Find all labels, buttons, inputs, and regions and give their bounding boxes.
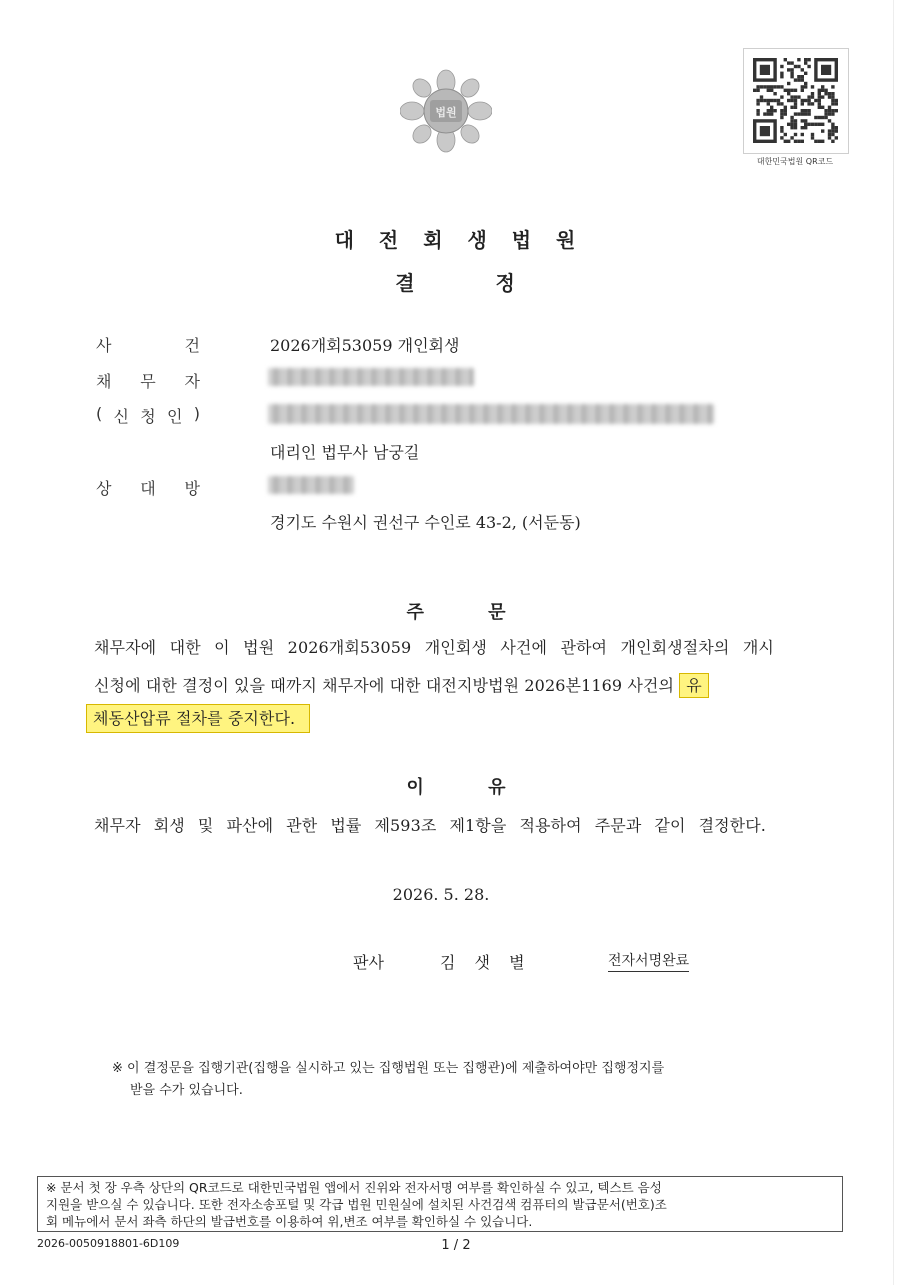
redacted-debtor-name xyxy=(268,368,474,386)
agent-info: 대리인 법무사 남궁길 xyxy=(270,443,420,462)
opponent-address: 경기도 수원시 권선구 수인로 43-2, (서둔동) xyxy=(270,513,581,532)
svg-text:법원: 법원 xyxy=(435,106,457,119)
qr-caption: 대한민국법원 QR코드 xyxy=(756,157,834,166)
highlighted-text: 체동산압류 절차를 중지한다. xyxy=(86,704,310,733)
scan-edge xyxy=(893,0,894,1285)
order-line-1: 채무자에 대한 이 법원 2026개회53059 개인회생 사건에 관하여 개인회생절차의 개시 xyxy=(94,638,774,657)
order-heading: 주 문 xyxy=(406,602,506,623)
reason-text: 채무자 회생 및 파산에 관한 법률 제593조 제1항을 적용하여 주문과 같이 결정한다. xyxy=(94,816,766,835)
electronic-signature: 전자서명완료 xyxy=(608,950,689,972)
applicant-label: ( 신 청 인 ) xyxy=(96,404,200,426)
redacted-opponent-name xyxy=(268,476,354,494)
redacted-debtor-address xyxy=(268,404,714,424)
order-line-2: 신청에 대한 결정이 있을 때까지 채무자에 대한 대전지방법원 2026본1169 사건의 유 xyxy=(94,673,794,696)
verification-notice: ※ 문서 첫 장 우측 상단의 QR코드로 대한민국법원 앱에서 진위와 전자서명 여부를 확인하실 수 있고, 텍스트 음성 지원을 받으실 수 있습니다. 또한 전자소송포털 및 각급 법원 민원실에 설치된 사건검색 컴퓨터의 발급문서(번호)조 회 메뉴에서 문서 좌측 하단의 발급번호를 이용하여 위,변조 여부를 확인하실 수 있습니다. xyxy=(37,1176,843,1232)
highlighted-text: 유 xyxy=(679,673,709,698)
debtor-label: 채 무 자 xyxy=(96,372,200,391)
court-emblem-icon xyxy=(400,68,492,154)
decision-date: 2026. 5. 28. xyxy=(392,885,490,904)
case-number: 2026개회53059 개인회생 xyxy=(270,336,460,355)
case-label: 사 건 xyxy=(96,336,200,355)
judge-title: 판사 xyxy=(353,953,384,972)
judge-name: 김 샛 별 xyxy=(440,953,525,972)
page-number: 1 / 2 xyxy=(441,1238,471,1253)
opponent-label: 상 대 방 xyxy=(96,479,200,498)
issue-number: 2026-0050918801-6D109 xyxy=(37,1237,180,1250)
enforcement-note: ※ 이 결정문을 집행기관(집행을 실시하고 있는 집행법원 또는 집행관)에 제출하여야만 집행정지를 받을 수가 있습니다. xyxy=(112,1061,665,1098)
reason-heading: 이 유 xyxy=(406,777,506,798)
document-type-title: 결 정 xyxy=(395,271,517,295)
court-title: 대 전 회 생 법 원 xyxy=(334,228,578,252)
qr-code-icon xyxy=(743,48,849,154)
order-line-3 xyxy=(86,706,766,729)
